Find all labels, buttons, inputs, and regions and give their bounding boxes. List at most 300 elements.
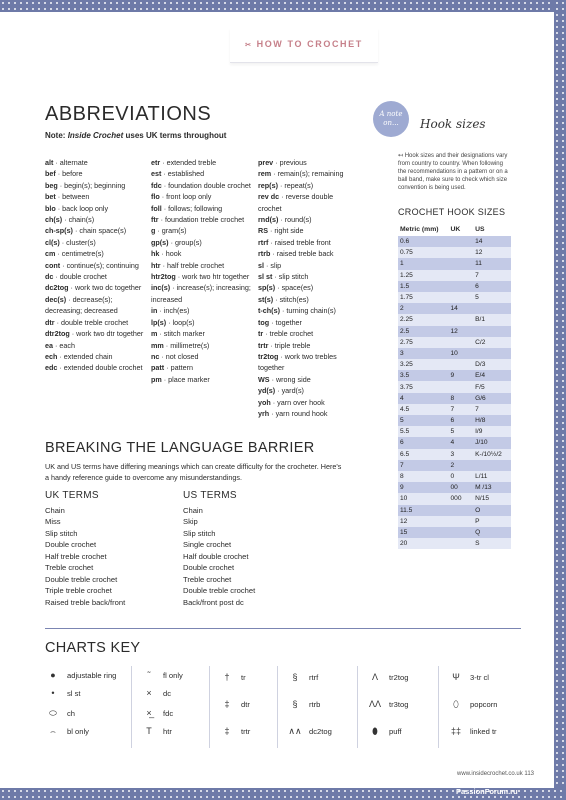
hook-cell-metric: 5 — [398, 415, 449, 426]
chart-key-label: htr — [163, 727, 172, 736]
abbreviation-entry: mm · millimetre(s) — [151, 340, 210, 350]
hook-cell-metric: 9 — [398, 482, 449, 493]
chart-key-label: dtr — [241, 700, 250, 709]
chart-key-label: popcorn — [470, 700, 498, 709]
abbreviation-term: dtr — [45, 317, 55, 327]
abbreviation-entry: etr · extended treble — [151, 158, 217, 167]
chart-key-label: puff — [389, 727, 402, 736]
abbreviation-entry: dc2tog · work two dc together — [45, 283, 142, 293]
hook-cell-us: 7 — [473, 404, 511, 415]
hook-size-row — [398, 449, 511, 460]
hook-size-row — [398, 527, 511, 538]
abbreviation-entry: bef · before — [45, 169, 83, 179]
hook-cell-metric: 2.5 — [398, 326, 449, 337]
abbreviation-term: alt — [45, 158, 54, 167]
hook-cell-uk — [449, 337, 474, 348]
us-term: Slip stitch — [183, 528, 216, 538]
abbreviation-meaning: slip stitch — [278, 272, 309, 282]
chart-key-label: dc — [163, 689, 172, 698]
abbreviation-term: blo — [45, 203, 56, 213]
abbreviation-entry: foll · follows; following — [151, 203, 223, 213]
uk-term: Raised treble back/front — [45, 597, 126, 607]
charts-key-grid — [45, 664, 521, 750]
abbreviation-meaning: cluster(s) — [66, 237, 96, 247]
hook-sizes-table — [398, 222, 511, 549]
abbreviation-term: WS — [258, 374, 270, 384]
hook-cell-us: C/2 — [473, 337, 511, 348]
hook-cell-metric: 3 — [398, 348, 449, 359]
hook-size-row — [398, 348, 511, 359]
hook-cell-metric: 7 — [398, 460, 449, 471]
us-term: Double crochet — [183, 563, 235, 572]
chart-key-label: 3-tr cl — [470, 673, 489, 682]
hook-size-row — [398, 292, 511, 303]
abbreviation-entry: dtr2tog · work two dtr together — [45, 329, 144, 339]
hook-cell-metric: 4 — [398, 393, 449, 404]
hook-cell-us: M /13 — [473, 482, 511, 493]
us-term: Treble crochet — [183, 574, 232, 584]
abbreviation-entry: nc · not closed — [151, 351, 199, 361]
hook-sizes-note: ↤ Hook sizes and their designations vary from country to country. When following the recommendations in a pattern or on a ball band, make sure to check which size convention is being used. — [398, 153, 508, 191]
hook-cell-uk — [449, 516, 474, 527]
hook-cell-us: 12 — [473, 247, 511, 258]
charts-divider — [45, 628, 521, 629]
chart-key-label: tr3tog — [389, 700, 409, 709]
chart-key-label: ch — [67, 709, 76, 718]
popcorn-symbol-icon: ⬯ — [453, 699, 459, 709]
abbreviation-term: edc — [45, 363, 58, 373]
abbreviation-term: yrh — [258, 408, 270, 418]
hook-table-title: CROCHET HOOK SIZES — [398, 207, 506, 217]
abbreviation-meaning: before — [62, 169, 83, 179]
abbreviation-entry: inc(s) · increase(s); increasing; increased — [151, 283, 251, 304]
hook-size-row — [398, 493, 511, 504]
hook-cell-metric: 0.75 — [398, 247, 449, 258]
abbreviation-term: inc(s) — [151, 283, 171, 293]
abbreviation-entry: blo · back loop only — [45, 203, 109, 213]
abbreviation-term: cl(s) — [45, 237, 60, 247]
abbreviation-meaning: work two trebles together — [258, 351, 337, 373]
abbreviation-term: RS — [258, 226, 268, 236]
hook-cell-metric: 11.5 — [398, 505, 449, 516]
hook-size-row — [398, 314, 511, 325]
hook-cell-metric: 3.5 — [398, 370, 449, 381]
charts-key-column-divider — [277, 666, 278, 748]
chart-key-label: sl st — [67, 689, 81, 698]
abbreviation-meaning: extended chain — [63, 351, 113, 361]
top-dotted-border — [0, 0, 566, 12]
abbreviation-meaning: yarn over hook — [277, 397, 325, 407]
charts-key-column-divider — [131, 666, 132, 748]
chart-key-label: rtrb — [309, 700, 321, 709]
section-label: HOW TO CROCHET — [256, 39, 363, 49]
rtrf-symbol-icon: § — [292, 672, 298, 682]
abbreviation-term: dec(s) — [45, 294, 67, 304]
abbreviation-entry: patt · pattern — [151, 363, 193, 373]
charts-key-column-divider — [209, 666, 210, 748]
abbreviation-entry: rep(s) · repeat(s) — [258, 180, 314, 190]
abbreviation-entry: in · inch(es) — [151, 306, 190, 316]
abbreviation-entry: bet · between — [45, 192, 90, 202]
abbreviation-meaning: half treble crochet — [166, 260, 225, 270]
hook-cell-metric: 10 — [398, 493, 449, 504]
abbreviation-term: flo — [151, 192, 160, 202]
abbreviation-entry: g · gram(s) — [151, 226, 187, 236]
uk-term: Slip stitch — [45, 528, 78, 538]
uk-term: Chain — [45, 505, 65, 515]
abbreviation-entry: htr2tog · work two htr together — [151, 272, 250, 282]
hook-size-row — [398, 303, 511, 314]
abbreviation-entry: tog · together — [258, 317, 302, 327]
abbreviation-meaning: work two dc together — [74, 283, 142, 293]
charts-key-title: CHARTS KEY — [45, 640, 141, 656]
hook-cell-us: O — [473, 505, 511, 516]
abbreviation-term: patt — [151, 363, 165, 373]
abbreviation-meaning: loop(s) — [172, 317, 195, 327]
uk-term: Miss — [45, 517, 61, 526]
abbreviation-term: mm — [151, 340, 164, 350]
chart-key-label: fl only — [163, 671, 183, 680]
page-footer — [457, 771, 534, 777]
abbreviation-term: yoh — [258, 397, 271, 407]
hook-size-row — [398, 393, 511, 404]
abbreviation-term: st(s) — [258, 294, 274, 304]
abbreviation-entry: st(s) · stitch(es) — [258, 294, 309, 304]
hook-cell-metric: 2.25 — [398, 314, 449, 325]
hook-cell-us: I/9 — [473, 426, 511, 437]
abbreviation-term: trtr — [258, 340, 269, 350]
abbreviation-meaning: each — [59, 340, 75, 350]
hook-cell-metric: 1.75 — [398, 292, 449, 303]
tr2tog-symbol-icon: Λ — [371, 672, 378, 682]
abbreviation-term: tr2tog — [258, 351, 279, 361]
abbreviation-entry: rem · remain(s); remaining — [258, 169, 344, 179]
abbreviation-meaning: remain(s); remaining — [277, 169, 344, 179]
abbreviation-meaning: reverse double crochet — [258, 192, 334, 213]
abbreviations-column-1 — [45, 157, 145, 374]
hook-cell-metric: 3.75 — [398, 381, 449, 392]
abbreviation-meaning: hook — [165, 249, 182, 259]
hook-cell-uk — [449, 258, 474, 269]
hook-cell-uk — [449, 247, 474, 258]
hook-size-row — [398, 337, 511, 348]
abbreviation-entry: ech · extended chain — [45, 351, 113, 361]
hook-cell-metric: 1.25 — [398, 270, 449, 281]
abbreviation-term: lp(s) — [151, 317, 167, 327]
abbreviation-meaning: round(s) — [284, 215, 312, 225]
abbreviations-column-3 — [258, 157, 358, 419]
abbreviation-meaning: centimetre(s) — [61, 249, 104, 259]
hook-cell-metric: 3.25 — [398, 359, 449, 370]
abbreviation-entry: pm · place marker — [151, 374, 210, 384]
abbreviation-entry: rnd(s) · round(s) — [258, 215, 312, 225]
us-terms-column — [183, 490, 255, 608]
hook-cell-us — [473, 326, 511, 337]
uk-term: Treble crochet — [45, 563, 94, 572]
hook-cell-metric: 4.5 — [398, 404, 449, 415]
uk-term: Triple treble crochet — [45, 586, 112, 595]
trtr-symbol-icon: ‡ — [224, 726, 230, 736]
abbreviation-term: cm — [45, 249, 56, 259]
chart-key-label: adjustable ring — [67, 671, 117, 680]
abbreviation-entry: WS · wrong side — [258, 374, 311, 384]
abbreviation-meaning: right side — [274, 226, 304, 236]
hook-cell-us: 6 — [473, 281, 511, 292]
abbreviation-entry: yd(s) · yard(s) — [258, 386, 304, 396]
fdc-symbol-icon: ×̲ — [146, 708, 152, 718]
hook-cell-us: F/5 — [473, 381, 511, 392]
us-term: Single crochet — [183, 540, 232, 549]
abbreviation-meaning: group(s) — [174, 237, 202, 247]
abbreviation-meaning: continue(s); continuing — [66, 260, 139, 270]
abbreviation-meaning: alternate — [59, 158, 88, 167]
hook-cell-uk: 12 — [449, 326, 474, 337]
hook-size-row — [398, 437, 511, 448]
hook-size-row — [398, 538, 511, 549]
abbreviation-term: gp(s) — [151, 237, 169, 247]
chart-key-label: tr — [241, 673, 246, 682]
abbreviation-meaning: between — [62, 192, 90, 202]
abbreviation-term: est — [151, 169, 162, 179]
abbreviation-meaning: begin(s); beginning — [64, 180, 126, 190]
a-note-on-badge: A note on... — [373, 101, 409, 137]
hook-size-row — [398, 460, 511, 471]
abbreviation-entry: yoh · yarn over hook — [258, 397, 325, 407]
abbreviation-term: ch-sp(s) — [45, 226, 73, 236]
abbreviation-entry: cm · centimetre(s) — [45, 249, 104, 259]
abbreviations-column-2 — [151, 157, 251, 385]
abbreviation-entry: ch-sp(s) · chain space(s) — [45, 226, 127, 236]
abbreviation-meaning: follows; following — [168, 203, 223, 213]
tr-symbol-icon: † — [224, 672, 230, 682]
page-number: 113 — [524, 771, 534, 777]
abbreviation-entry: sl st · slip stitch — [258, 272, 309, 282]
hook-size-row — [398, 270, 511, 281]
hook-size-row — [398, 404, 511, 415]
abbreviation-term: m — [151, 329, 158, 339]
abbreviation-term: etr — [151, 158, 161, 167]
rtrb-symbol-icon: § — [292, 699, 298, 709]
abbreviation-term: htr — [151, 260, 161, 270]
abbreviation-entry: fdc · foundation double crochet — [151, 180, 251, 190]
hook-cell-uk: 0 — [449, 471, 474, 482]
hook-cell-uk: 7 — [449, 404, 474, 415]
abbreviation-term: bet — [45, 192, 56, 202]
bl-only-symbol-icon: ⌢ — [50, 726, 56, 736]
abbreviation-term: dc2tog — [45, 283, 69, 293]
hook-cell-uk — [449, 381, 474, 392]
abbreviation-meaning: yarn round hook — [275, 408, 328, 418]
abbreviation-entry: prev · previous — [258, 158, 307, 167]
abbreviation-term: foll — [151, 203, 162, 213]
abbreviation-meaning: inch(es) — [163, 306, 190, 316]
abbreviation-entry: m · stitch marker — [151, 329, 205, 339]
hook-cell-us — [473, 303, 511, 314]
hook-cell-metric: 2.75 — [398, 337, 449, 348]
uk-terms-column — [45, 490, 125, 608]
hook-cell-uk — [449, 270, 474, 281]
footer-url: www.insidecrochet.co.uk — [457, 771, 523, 777]
abbreviation-entry: sl · slip — [258, 260, 282, 270]
hook-cell-us: H/8 — [473, 415, 511, 426]
abbreviation-entry: ftr · foundation treble crochet — [151, 215, 245, 225]
linked-tr-symbol-icon: ‡‡ — [450, 726, 461, 736]
hook-cell-us: N/15 — [473, 493, 511, 504]
hook-cell-uk — [449, 527, 474, 538]
abbreviation-meaning: slip — [270, 260, 282, 270]
abbreviation-term: ech — [45, 351, 58, 361]
hook-cell-metric: 8 — [398, 471, 449, 482]
abbreviation-term: g — [151, 226, 156, 236]
abbreviation-term: htr2tog — [151, 272, 176, 282]
hook-cell-us: K-/10½/2 — [473, 449, 511, 460]
chart-key-label: rtrf — [309, 673, 319, 682]
uk-term: Double crochet — [45, 540, 97, 549]
abbreviation-term: fdc — [151, 180, 162, 190]
abbreviation-entry: cont · continue(s); continuing — [45, 260, 139, 270]
us-term: Half double crochet — [183, 551, 249, 561]
ch-symbol-icon: ⬭ — [49, 708, 57, 718]
abbreviation-meaning: extended treble — [166, 158, 217, 167]
puff-symbol-icon: ⬮ — [372, 726, 378, 736]
abbreviation-meaning: gram(s) — [161, 226, 187, 236]
abbreviations-note: Note: Inside Crochet uses UK terms throughout — [45, 131, 227, 140]
hook-cell-uk: 4 — [449, 437, 474, 448]
hook-cell-us: Q — [473, 527, 511, 538]
hook-size-row — [398, 426, 511, 437]
abbreviation-meaning: not closed — [165, 351, 199, 361]
abbreviation-entry: RS · right side — [258, 226, 304, 236]
abbreviation-term: ea — [45, 340, 53, 350]
chart-key-label: linked tr — [470, 727, 497, 736]
hook-cell-uk — [449, 314, 474, 325]
abbreviation-term: beg — [45, 180, 58, 190]
hook-cell-uk: 2 — [449, 460, 474, 471]
abbreviation-term: dc — [45, 272, 54, 282]
abbreviation-term: rev dc — [258, 192, 280, 202]
abbreviation-meaning: chain space(s) — [79, 226, 127, 236]
hook-cell-metric: 0.6 — [398, 236, 449, 247]
hook-size-row — [398, 247, 511, 258]
hook-cell-us: G/6 — [473, 393, 511, 404]
watermark-text: PassionForum.ru — [456, 787, 518, 796]
hook-cell-uk: 9 — [449, 370, 474, 381]
hook-size-row — [398, 359, 511, 370]
hook-cell-uk — [449, 281, 474, 292]
abbreviation-term: rtrf — [258, 237, 269, 247]
abbreviation-meaning: stitch(es) — [279, 294, 309, 304]
abbreviation-term: nc — [151, 351, 160, 361]
scissors-icon: ✂ — [245, 42, 253, 49]
hook-cell-uk: 8 — [449, 393, 474, 404]
hook-cell-us: 14 — [473, 236, 511, 247]
hook-cell-uk — [449, 359, 474, 370]
abbreviation-term: ch(s) — [45, 215, 63, 225]
hook-size-row — [398, 482, 511, 493]
abbreviation-entry: beg · begin(s); beginning — [45, 180, 126, 190]
hook-cell-us: 11 — [473, 258, 511, 269]
abbreviation-meaning: place marker — [168, 374, 210, 384]
charts-key-column-divider — [357, 666, 358, 748]
abbreviation-entry: alt · alternate — [45, 158, 88, 167]
abbreviation-term: tr — [258, 329, 264, 339]
abbreviation-term: dtr2tog — [45, 329, 70, 339]
header-uk: UK — [450, 225, 461, 233]
abbreviation-entry: yrh · yarn round hook — [258, 408, 328, 418]
abbreviation-meaning: back loop only — [62, 203, 109, 213]
uk-term: Half treble crochet — [45, 551, 107, 561]
abbreviation-term: cont — [45, 260, 61, 270]
dtr-symbol-icon: ‡ — [224, 699, 230, 709]
hook-cell-metric: 6.5 — [398, 449, 449, 460]
chart-key-label: bl only — [67, 727, 89, 736]
uk-terms-heading: UK TERMS — [45, 490, 99, 501]
abbreviation-entry: t-ch(s) · turning chain(s) — [258, 306, 336, 316]
hook-size-row — [398, 471, 511, 482]
abbreviation-term: ftr — [151, 215, 159, 225]
hook-cell-uk — [449, 538, 474, 549]
adjustable-ring-symbol-icon: ● — [50, 670, 56, 680]
hook-cell-uk: 3 — [449, 449, 474, 460]
abbreviation-meaning: raised treble front — [274, 237, 331, 247]
hook-cell-uk: 5 — [449, 426, 474, 437]
us-term: Back/front post dc — [183, 597, 244, 607]
hook-size-row — [398, 381, 511, 392]
charts-key-column-divider — [438, 666, 439, 748]
abbreviation-term: pm — [151, 374, 162, 384]
sl-st-symbol-icon: • — [51, 688, 55, 698]
hook-cell-us: P — [473, 516, 511, 527]
abbreviation-term: prev — [258, 158, 274, 167]
abbreviation-meaning: front loop only — [166, 192, 212, 202]
uk-term: Double treble crochet — [45, 574, 118, 584]
abbreviation-meaning: raised treble back — [276, 249, 334, 259]
abbreviation-term: sl — [258, 260, 264, 270]
chart-key-label: trtr — [241, 727, 251, 736]
hook-cell-metric: 5.5 — [398, 426, 449, 437]
abbreviation-term: bef — [45, 169, 56, 179]
abbreviation-meaning: extended double crochet — [63, 363, 143, 373]
hook-cell-us: L/11 — [473, 471, 511, 482]
abbreviation-entry: edc · extended double crochet — [45, 363, 143, 373]
section-header-tab — [230, 28, 378, 63]
abbreviation-meaning: work two htr together — [182, 272, 250, 282]
hook-cell-metric: 12 — [398, 516, 449, 527]
us-terms-heading: US TERMS — [183, 490, 237, 501]
abbreviation-meaning: chain(s) — [68, 215, 95, 225]
hook-cell-uk: 14 — [449, 303, 474, 314]
abbreviations-title: ABBREVIATIONS — [45, 103, 212, 125]
hook-cell-uk: 00 — [449, 482, 474, 493]
abbreviation-entry: hk · hook — [151, 249, 182, 259]
hook-cell-uk — [449, 505, 474, 516]
hook-cell-us — [473, 348, 511, 359]
hook-cell-us: D/3 — [473, 359, 511, 370]
abbreviation-entry: cl(s) · cluster(s) — [45, 237, 96, 247]
abbreviation-meaning: double treble crochet — [60, 317, 129, 327]
hook-cell-us — [473, 460, 511, 471]
abbreviation-meaning: decrease(s); decreasing; decreased — [45, 294, 118, 316]
abbreviation-meaning: increase(s); increasing; increased — [151, 283, 251, 304]
hook-cell-us: S — [473, 538, 511, 549]
header-metric: Metric (mm) — [400, 225, 439, 233]
abbreviation-entry: tr2tog · work two trebles together — [258, 351, 337, 373]
hook-size-row — [398, 415, 511, 426]
abbreviation-entry: rtrb · raised treble back — [258, 249, 334, 259]
abbreviation-meaning: turning chain(s) — [286, 306, 336, 316]
abbreviation-entry: dc · double crochet — [45, 272, 107, 282]
hook-table-header-row — [398, 222, 511, 236]
